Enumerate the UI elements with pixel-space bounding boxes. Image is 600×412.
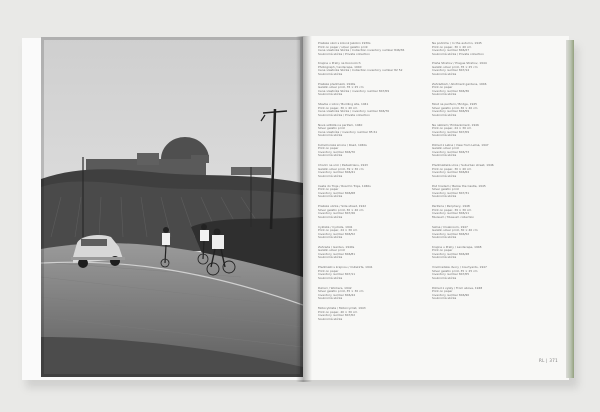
caption-line: Print on paper, 30 × 40 cm — [432, 166, 472, 171]
caption-line: Soukromá sbírka — [432, 133, 457, 138]
caption-line: Dělníci / Workers, 1942 — [318, 286, 352, 290]
caption-line: Chodci na ulici / Pedestrians, 1943 — [318, 164, 368, 168]
caption-line: Soukromá sbírka — [318, 133, 343, 138]
caption-line: Periferie / Periphery, 1948 — [432, 205, 470, 209]
caption-line: Na nábřeží / Embankment, 1946 — [432, 123, 479, 127]
caption-line: Inventory number 846/73 — [432, 149, 470, 154]
caption-line: Pod hradem / Below the Castle, 1945 — [432, 184, 486, 188]
caption-line: Print on paper — [432, 85, 453, 90]
caption-line: Cena vlastníka Sbírka / Collection inventory number 82 52 — [318, 68, 403, 73]
caption-line: Soukromá sbírka — [432, 275, 457, 280]
caption-line: Gelatin silver print, 30 × 40 cm — [432, 228, 478, 233]
caption-line: Gelatin silver print, 35 × 25 cm — [318, 85, 364, 90]
caption-line: Zahrádkáři / Allotment gardens, 1946 — [432, 82, 487, 86]
caption-line: Soukromá sbírka — [432, 153, 457, 158]
caption-entry — [318, 164, 430, 178]
caption-line: Inventory number 846/68 — [318, 190, 356, 195]
caption-entry — [318, 287, 430, 301]
caption-line: Silver gelatin print — [432, 187, 459, 192]
caption-line: Silver gelatin print, 35 × 30 cm — [318, 289, 364, 294]
caption-line: Gelatin silver print, 35 × 25 cm — [432, 64, 478, 69]
caption-line: Inventory number 847/05 — [432, 272, 470, 277]
caption-line: Inventory number 847/26 — [318, 211, 356, 216]
caption-line: Soukromá sbírka — [432, 173, 457, 178]
caption-line: Inventory number 847/11 — [318, 272, 356, 277]
caption-line: Soukromá sbírka — [318, 316, 343, 321]
caption-line: Soukromá sbírka — [432, 112, 457, 117]
caption-line: Motocyklista / Motorcyclist, 1943 — [318, 307, 366, 311]
caption-line: Print on paper, 24 × 30 cm — [318, 228, 358, 233]
caption-line: Silver gelatin print, 30 × 40 cm — [318, 207, 364, 212]
caption-line: Cyklisté / Cyclists, 1941 — [318, 225, 353, 229]
caption-line: Print on paper — [318, 268, 339, 273]
caption-line: Inventory number 846/27 — [432, 48, 470, 52]
caption-line: Inventory number 846/41 — [318, 170, 356, 175]
caption-line: Inventory number 847/02 — [318, 313, 356, 318]
caption-line: Soukromá sbírka — [318, 296, 343, 301]
caption-line: Pražské okolí s kolonií Jakobín 1930s — [318, 42, 371, 45]
caption-line: Inventory number 846/64 — [432, 170, 470, 175]
caption-line: Cesta do Troje / Road to Troja, 1940s — [318, 184, 371, 188]
caption-entry — [318, 246, 430, 260]
caption-line: Print on paper — [432, 289, 453, 294]
caption-line: Předměstská ulice / Suburban street, 1946 — [432, 164, 494, 168]
caption-line: Soukromá sbírka — [318, 194, 343, 199]
caption-line: Stavba v Libni / Building site, 1941 — [318, 103, 369, 107]
caption-line: Vinohradské dvory / Courtyards, 1947 — [432, 266, 487, 270]
caption-line: Pražská ulička / Side street, 1942 — [318, 205, 367, 209]
caption-line: Soukromá sbírka — [318, 255, 343, 260]
caption-line: Print on paper, 24 × 30 cm — [432, 126, 472, 131]
caption-line: Cena vlastníka / inventory number 85 61 — [318, 129, 378, 134]
caption-entry — [432, 83, 544, 97]
caption-column-right — [432, 42, 544, 307]
caption-line: Inventory number 846/90 — [432, 292, 470, 297]
caption-line: Soukromá sbírka — [432, 235, 457, 240]
caption-entry — [318, 307, 430, 321]
caption-line: Inventory number 846/59 — [432, 109, 470, 114]
caption-line: Pohled z Letné / View from Letná, 1947 — [432, 143, 489, 147]
caption-entry — [432, 287, 544, 301]
caption-entry — [432, 185, 544, 199]
caption-line: Soukromá sbírka — [318, 173, 343, 178]
caption-entry — [432, 246, 544, 260]
caption-line: Soukromá sbírka — [318, 214, 343, 219]
caption-line: Inventory number 846/70 — [318, 149, 356, 154]
caption-column-left — [318, 42, 430, 327]
caption-entry — [432, 164, 544, 178]
caption-line: Inventory number 846/52 — [432, 231, 470, 236]
caption-entry — [432, 226, 544, 240]
caption-line: Soukromá sbírka / Private collection — [318, 112, 370, 117]
caption-line: Silver gelatin print, 30 × 40 cm — [432, 105, 478, 110]
caption-line: Krajina u Prahy / Landscape, 1948 — [432, 245, 482, 249]
caption-entry — [432, 103, 544, 117]
caption-line: Cena vlastníka Sbírka / inventory number 847/09 — [318, 88, 390, 93]
caption-line: Photograph / landscape, 1940 — [318, 64, 362, 69]
caption-line: Soukromá sbírka — [318, 153, 343, 158]
photograph-icon — [41, 37, 303, 377]
caption-line: Soukromá sbírka — [318, 71, 343, 76]
caption-line: Print on paper, 39 × 30 cm — [432, 207, 472, 212]
caption-line: Soukromá sbírka — [432, 194, 457, 199]
caption-line: Print on paper / silver gelatin print — [318, 44, 368, 49]
caption-line: Gelatin silver print, 39 × 30 cm — [318, 166, 364, 171]
caption-line: Gelatin silver print — [318, 248, 345, 253]
caption-line: Print on paper — [318, 187, 339, 192]
caption-line: Soukromá sbírka — [318, 275, 343, 280]
caption-line: Soukromá sbírka — [432, 92, 457, 97]
caption-line: Print on paper — [318, 146, 339, 151]
caption-entry — [432, 62, 544, 76]
caption-entry — [318, 103, 430, 117]
caption-line: Pražské předměstí, 1940s — [318, 82, 356, 86]
caption-line: Soukromá sbírka — [432, 255, 457, 260]
caption-entry — [318, 83, 430, 97]
caption-line: Cena vlastníka Sbírka / inventory number 846/76 — [318, 109, 390, 114]
caption-entry — [318, 62, 430, 76]
caption-line: Inventory number 846/52 — [318, 231, 356, 236]
caption-line: Soukromá sbírka / Private collection — [432, 51, 484, 56]
caption-line: Šatna / Cloakroom, 1947 — [432, 225, 468, 229]
caption-line: Zahrada / Garden, 1940s — [318, 245, 355, 249]
caption-line: Soukromá sbírka — [432, 296, 457, 301]
caption-line: Soukromá sbírka / Private collection — [318, 51, 370, 56]
caption-entry — [432, 144, 544, 158]
caption-line: Inventory number 847/31 — [432, 190, 470, 195]
caption-entry — [432, 42, 544, 56]
caption-line: Na podzimu / In the autumn, 1945 — [432, 42, 482, 45]
caption-line: Cena vlastníka Sbírka / Collection inventory number 846/36 — [318, 48, 405, 52]
caption-line: Soukromá sbírka — [318, 235, 343, 240]
caption-entry — [432, 124, 544, 138]
caption-entry — [432, 266, 544, 280]
caption-line: Inventory number 846/36 — [432, 88, 470, 93]
caption-line: Muzeum / Museum collection — [432, 214, 475, 219]
caption-line: Soukromá sbírka — [432, 71, 457, 76]
caption-line: Print on paper, 30 × 40 cm — [318, 105, 358, 110]
caption-line: Gelatin silver print — [432, 146, 459, 151]
caption-line: Předměstí s krajinou / Outskirts, 1941 — [318, 266, 373, 270]
gutter-shadow — [296, 36, 312, 382]
caption-line: Print on paper — [432, 248, 453, 253]
caption-entry — [318, 205, 430, 219]
page-number: RL | 371 — [539, 358, 558, 363]
caption-entry — [318, 266, 430, 280]
caption-line: Kutnohorská silnice / Road, 1940s — [318, 143, 367, 147]
caption-entry — [318, 144, 430, 158]
caption-line: Nové sídliště na periferii, 1940 — [318, 123, 363, 127]
caption-line: Inventory number 847/09 — [432, 129, 470, 134]
caption-line: Krajina u Prahy na Kocovicích — [318, 62, 361, 66]
caption-entry — [318, 185, 430, 199]
caption-line: Print on paper, 30 × 40 cm — [432, 44, 472, 49]
caption-line: Inventory number 846/44 — [318, 292, 356, 297]
caption-entry — [318, 226, 430, 240]
caption-line: Silver gelatin print — [318, 126, 345, 131]
page-edges — [566, 40, 574, 378]
caption-line: Soukromá sbírka — [318, 92, 343, 97]
caption-line: Most na periferii / Bridge, 1945 — [432, 103, 477, 107]
caption-line: Inventory number 846/81 — [318, 251, 356, 256]
caption-line: Inventory number 847/14 — [432, 68, 470, 73]
caption-line: Print on paper, 40 × 30 cm — [318, 309, 358, 314]
caption-entry — [432, 205, 544, 219]
caption-line: Inventory number 846/11 — [432, 211, 470, 216]
caption-line: Praha Strahov / Prague Strahov, 1944 — [432, 62, 487, 66]
caption-line: Silver gelatin print, 35 × 25 cm — [432, 268, 478, 273]
caption-entry — [318, 124, 430, 138]
caption-line: Inventory number 846/48 — [432, 251, 470, 256]
caption-line: Pohled z výšky / From above, 1948 — [432, 286, 483, 290]
caption-entry — [318, 42, 430, 56]
